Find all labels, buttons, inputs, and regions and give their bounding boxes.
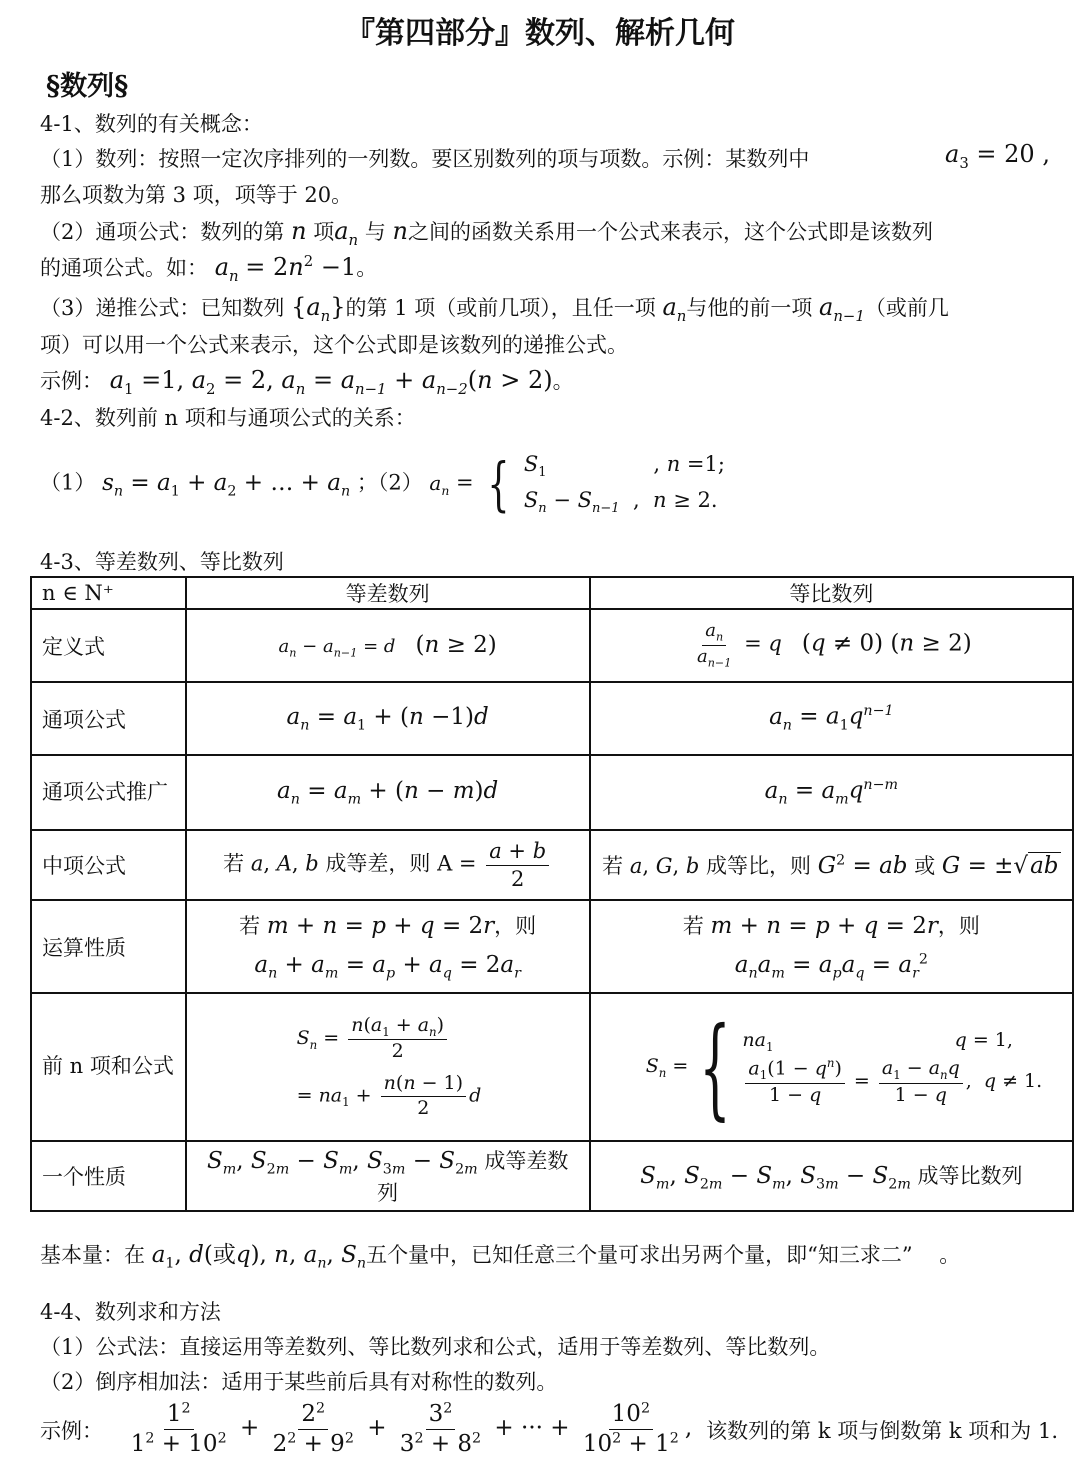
table-row (31, 900, 1073, 993)
formula-4-2-label-1: （1） (40, 470, 96, 495)
para-3-line-2: 项）可以用一个公式来表示，这个公式即是该数列的递推公式。 (40, 333, 628, 357)
formula-4-2-label-2: ；（2） (356, 470, 423, 495)
gp-property: $S_m$, $S_{2m} - S_m$, $S_{3m} - S_{2m}$ 成等比数列 (590, 1141, 1073, 1211)
table-row (31, 830, 1073, 900)
sum-example-note: 该数列的第 k 项与倒数第 k 项和为 1. (706, 1418, 1059, 1443)
page-title: 『第四部分』数列、解析几何 (345, 16, 735, 51)
ap-definition: $a_n - a_{n-1} = d$ (n ≥ 2) (186, 609, 590, 682)
table-row (31, 755, 1073, 830)
sequence-table (30, 576, 1074, 1212)
para-3-example: 示例： $a_1 =1$, $a_2 = 2$, $a_n = a_{n-1} + a_{n-2}(n > 2)$。 (40, 366, 574, 398)
table-row (31, 993, 1073, 1141)
para-3-text-b: 的第 1 项（或前几项），且任一项 (345, 296, 656, 320)
method-2: （2）倒序相加法：适用于某些前后具有对称性的数列。 (40, 1370, 558, 1394)
gp-definition: $\frac{a_n}{a_{n-1}}$ = q (q ≠ 0) (n ≥ 2) (590, 609, 1073, 682)
example-label: 示例： (40, 369, 103, 393)
basic-quantities: 基本量：在 $a_1$, d(或q), n, $a_n$, $S_n$五个量中，已知任意三个量可求出另两个量，即“知三求二” 。 (40, 1242, 961, 1272)
basic-end: 。 (939, 1243, 961, 1267)
gp-mid-or: 或 (914, 854, 936, 878)
section-heading: §数列§ (46, 71, 129, 102)
gp-property-text: 成等比数列 (917, 1163, 1023, 1188)
para-2-line-2: 的通项公式。如： $a_n = 2n^2 -1$。 (40, 252, 378, 285)
ap-op-pre: 若 (239, 914, 261, 939)
para-2-text-a: （2）通项公式：数列的第 (40, 220, 285, 244)
basic-pre: 基本量：在 (40, 1243, 145, 1267)
table-row (31, 609, 1073, 682)
formula-a3: $a_3 = 20$ , (945, 140, 1050, 172)
row-label-general-term: 通项公式 (31, 682, 186, 755)
gp-general-term: $a_n = a_1q^{n-1}$ (590, 682, 1073, 755)
para-2-text-e: 的通项公式。如： (40, 256, 208, 280)
row-label-property: 一个性质 (31, 1141, 186, 1211)
row-label-middle-term: 中项公式 (31, 830, 186, 900)
ap-sum-formula: $S_n$ = $\frac{n(a_1 + a_n)}{2}$ = $na_1$ + $\frac{n(n - 1)}{2}$ d (186, 993, 590, 1141)
gp-middle-term: 若 a, G, b 成等比，则 $G^2$ = ab 或 G = ±√ab (590, 830, 1073, 900)
gp-general-term-ext: $a_n = a_mq^{n-m}$ (590, 755, 1073, 830)
ap-mid-pre: 若 (223, 851, 245, 876)
row-label-sum: 前 n 项和公式 (31, 993, 186, 1141)
para-3-text-a: （3）递推公式：已知数列 (40, 296, 285, 320)
row-label-definition: 定义式 (31, 609, 186, 682)
para-2-line-1: （2）通项公式：数列的第 n 项$a_n$ 与 n之间的函数关系用一个公式来表示，这个公式即是该数列 (40, 217, 933, 249)
row-label-operation: 运算性质 (31, 900, 186, 993)
table-header-gp: 等比数列 (590, 577, 1073, 609)
para-3-text-d: （或前几 (864, 296, 949, 320)
ap-operation: 若 m + n = p + q = 2r，则 $a_n + a_m = a_p + a_q = 2a_r$ (186, 900, 590, 993)
heading-4-3: 4-3、等差数列、等比数列 (40, 550, 284, 574)
para-1-text: （1）数列：按照一定次序排列的一列数。要区别数列的项与项数。示例：某数列中 (40, 147, 810, 171)
para-2-text-d: 之间的函数关系用一个公式来表示，这个公式即是该数列 (407, 220, 933, 244)
heading-4-4: 4-4、数列求和方法 (40, 1300, 221, 1324)
basic-post: 五个量中，已知任意三个量可求出另两个量，即“知三求二” (366, 1243, 913, 1267)
gp-mid-pre: 若 (602, 854, 624, 878)
gp-mid-post: 成等比，则 (706, 854, 812, 878)
row-label-general-term-ext: 通项公式推广 (31, 755, 186, 830)
para-2-text-c: 与 (364, 220, 386, 244)
sum-example-label: 示例： (40, 1418, 103, 1443)
gp-op-pre: 若 (682, 914, 704, 939)
ap-mid-post: 成等差，则 (325, 851, 431, 876)
ap-general-term: $a_n = a_1 + (n -1)d$ (186, 682, 590, 755)
gp-operation: 若 m + n = p + q = 2r，则 $a_na_m = a_pa_q = a_r^2$ (590, 900, 1073, 993)
ap-property: $S_m$, $S_{2m} - S_m$, $S_{3m} - S_{2m}$ 成等差数列 (186, 1141, 590, 1211)
table-header-row (31, 577, 1073, 609)
ap-op-post: ，则 (494, 914, 537, 939)
para-1-line-2: 那么项数为第 3 项，项等于 20。 (40, 183, 353, 207)
para-3-text-c: 与他的前一项 (686, 296, 813, 320)
gp-sum-formula: $S_n$ = { $na_1$ q = 1, $\frac{a_1(1 - q^n)}{1 - q}$ = $\frac{a_1 - a_nq}{1 - q}$ , q ≠ 1. (590, 993, 1073, 1141)
table-header-ap: 等差数列 (186, 577, 590, 609)
table-header-n: n ∈ N⁺ (31, 577, 186, 609)
table-row (31, 1141, 1073, 1211)
formula-4-2: （1） $s_n = a_1 + a_2$ + … + $a_n$ ；（2） $a_n$ = { $S_1$ , n =1; $S_n - S_{n-1}$ , n ≥ 2. (40, 450, 725, 518)
sum-example: 示例： $\frac{1^2}{1^2 + 10^2}$ + $\frac{2^2}{2^2 + 9^2}$ + $\frac{3^2}{3^2 + 8^2}$ + ··· + $\frac{10^2}{10^2 + 1^2}$ , 该数列的第 k 项与倒数第 k 项和为 1. (40, 1400, 1059, 1457)
heading-4-1: 4-1、数列的有关概念： (40, 112, 263, 136)
gp-op-post: ，则 (937, 914, 980, 939)
method-1: （1）公式法：直接运用等差数列、等比数列求和公式，适用于等差数列、等比数列。 (40, 1335, 831, 1359)
heading-4-2: 4-2、数列前 n 项和与通项公式的关系： (40, 406, 416, 430)
para-3-line-1: （3）递推公式：已知数列 $\{a_n\}$的第 1 项（或前几项），且任一项 $a_n$与他的前一项 $a_{n-1}$（或前几 (40, 293, 949, 325)
ap-general-term-ext: $a_n = a_m + (n - m)d$ (186, 755, 590, 830)
para-2-text-b: 项 (313, 220, 335, 244)
ap-property-text: 成等差数列 (377, 1148, 569, 1206)
table-row (31, 682, 1073, 755)
ap-middle-term: 若 a, A, b 成等差，则 A = $\frac{a + b}{2}$ (186, 830, 590, 900)
para-1-line-1 (40, 143, 809, 173)
